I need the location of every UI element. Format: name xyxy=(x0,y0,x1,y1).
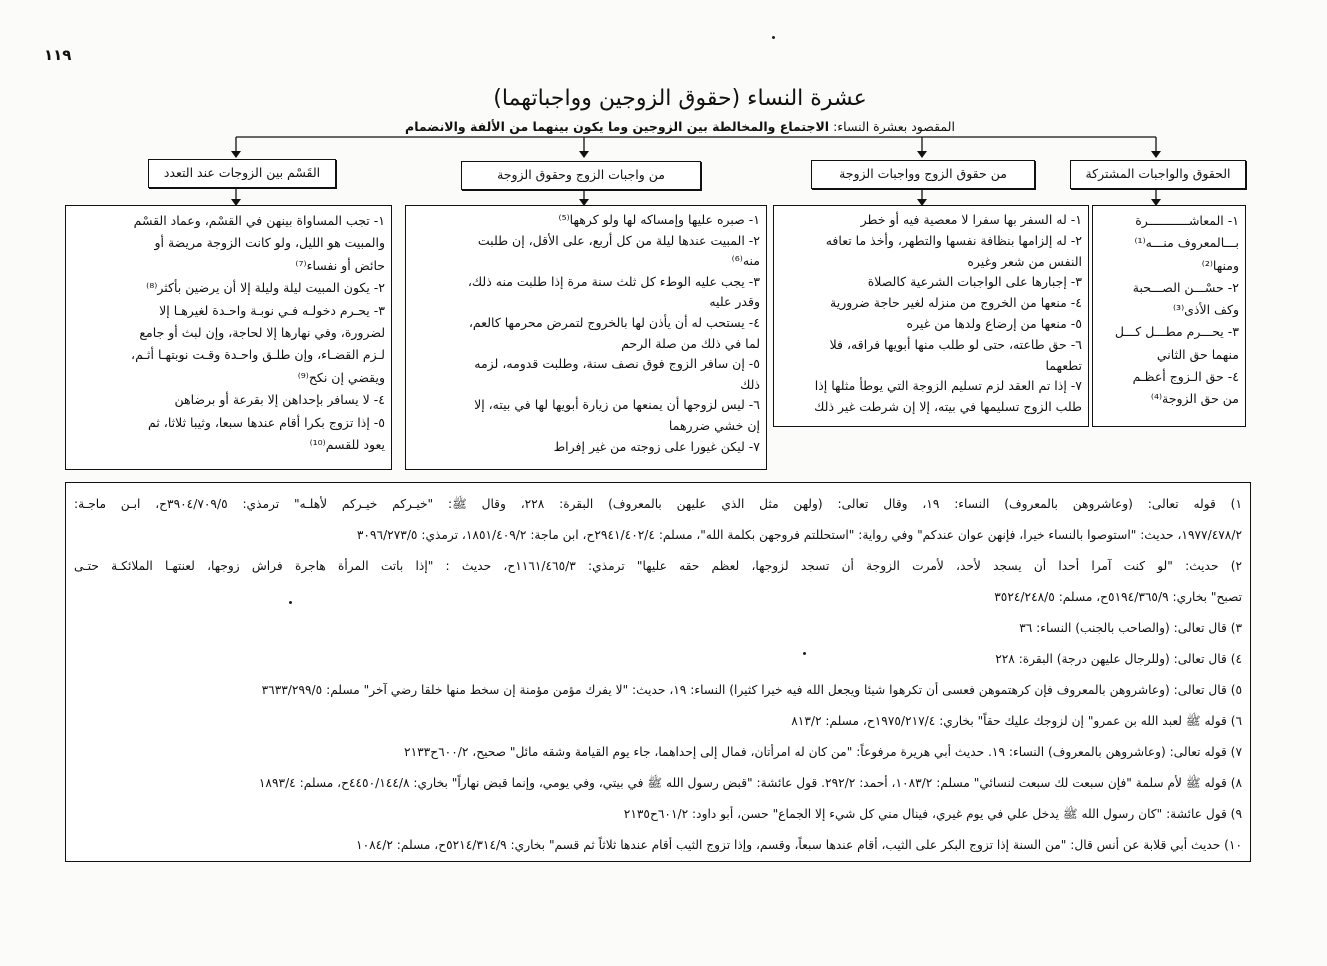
footnote: ٩) قول عائشة: "كان رسول الله ﷺ يدخل علي في يوم غيري، فينال مني كل شيء إلا الجماع" حسن، أبو داود: ٦٠١/٢ح٢١٣٥ xyxy=(623,807,1242,821)
header-shared-rights: الحقوق والواجبات المشتركة xyxy=(1070,160,1246,189)
list-item: ويقضي إن نكح⁽⁹⁾ xyxy=(297,369,385,385)
list-item: بـــالمعروف منـــه⁽¹⁾ xyxy=(1134,235,1239,251)
division-between-wives-box xyxy=(65,205,392,470)
footnote: ٧) قوله تعالى: (وعاشروهن بالمعروف) النساء: ١٩. حديث أبي هريرة مرفوعاً: "من كان له امرأتان، فمال إلى إحداهما، جاء يوم القيامة وشقه مائل" صحيح، ٦٠٠/٢ح٢١٣٣ xyxy=(404,745,1242,759)
wife-rights-box xyxy=(405,205,767,470)
list-item: ٥- إذا تزوج بكرا أقام عندها سبعا، وثيبا ثلاثا، ثم xyxy=(148,414,385,430)
list-item: ٥- منعها من إرضاع ولدها من غيره xyxy=(906,315,1082,331)
list-item: لـزم القضـاء، وإن طلـق واحـدة وقـت نوبتهـا أثـم، xyxy=(131,347,385,363)
list-item: ٣- يحـــرم مطـــل كـــل xyxy=(1114,324,1239,340)
footnote: ٦) قوله ﷺ لعبد الله بن عمرو" إن لزوجك عليك حقاً" بخاري: ١٩٧٥/٢١٧/٤ح، مسلم: ٨١٣/٢ xyxy=(791,714,1242,728)
list-item: ٦- حق طاعته، حتى لو طلب منها أبويها فراقه، فلا xyxy=(829,336,1082,352)
list-item: طلب الزوج تسليمها في بيته، إلا إن شرطت غير ذلك xyxy=(814,399,1082,415)
husband-rights-box xyxy=(773,205,1089,427)
list-item: إن خشي ضررهما xyxy=(668,417,760,433)
scan-speck xyxy=(772,36,775,39)
list-item: ٥- إن سافر الزوج فوق نصف سنة، وطلبت قدومه، لزمه xyxy=(474,356,760,372)
footnote: ١٩٧٧/٤٧٨/٢، حديث: "استوصوا بالنساء خيرا، فإنهن عوان عندكم" وفي رواية: "استحللتم فروجهن بكلمة الله"، مسلم: ٢٩٤١/٤٠٢/٤ح، ابن ماجة: ١٨٥١/٤٠٩/٢، ترمذي: ٣٠٩٦/٢٧٣/٥ xyxy=(356,528,1242,542)
list-item: ٧- ليكن غيورا على زوجته من غير إفراط xyxy=(553,438,760,454)
list-item: ١- المعاشـــــــــــرة xyxy=(1135,213,1239,228)
list-item: والمبيت هو الليل، ولو كانت الزوجة مريضة أو xyxy=(154,235,385,251)
list-item: منهما حق الثاني xyxy=(1156,346,1239,362)
list-item: منه⁽⁶⁾ xyxy=(731,253,760,269)
list-item: ١- تجب المساواة بينهن في القسْم، وعماد القسْم xyxy=(133,213,385,228)
page-title: عشرة النساء (حقوق الزوجين وواجباتهما) xyxy=(493,86,867,111)
list-item: ١- صبره عليها وإمساكه لها ولو كرهها⁽⁵⁾ xyxy=(558,212,760,227)
footnote: ٤) قال تعالى: (وللرجال عليهن درجة) البقرة: ٢٢٨ xyxy=(995,652,1242,666)
footnote: ٢) حديث: "لو كنت آمرا أحدا أن يسجد لأحد، لأمرت الزوجة أن تسجد لزوجها، لعظم حقه عليها" ترمذي: ١١٦١/٤٦٥/٣ح، حديث : "إذا باتت المرأة هاجرة فراش زوجها، لعنتهـا الملائكـة حتـى xyxy=(74,559,1242,573)
list-item: النفس من شعر وغيره xyxy=(967,253,1082,269)
list-item: ١- له السفر بها سفرا لا معصية فيه أو خطر xyxy=(860,212,1082,227)
list-item: ٤- يستحب له أن يأذن لها بالخروج لتمرض محرمها كالعم، xyxy=(468,314,760,330)
list-item: من حق الزوجة⁽⁴⁾ xyxy=(1150,391,1239,407)
footnotes-box xyxy=(65,482,1251,862)
header-wife-rights: من واجبات الزوج وحقوق الزوجة xyxy=(461,161,701,190)
list-item: ٢- المبيت عندها ليلة من كل أربع، على الأقل، إن طلبت xyxy=(477,232,760,248)
list-item: ٣- إجبارها على الواجبات الشرعية كالصلاة xyxy=(867,274,1082,290)
scan-speck xyxy=(803,652,806,655)
list-item: تطعهما xyxy=(1045,357,1082,373)
list-item: ٢- حسْـــن الصـــحبة xyxy=(1132,279,1239,295)
list-item: ٢- يكون المبيت ليلة وليلة إلا أن يرضين بأكثر⁽⁸⁾ xyxy=(146,280,385,296)
shared-rights-box xyxy=(1092,205,1246,427)
list-item: ٢- له إلزامها بنظافة نفسها والتطهر، وأخذ ما تعافه xyxy=(825,232,1082,248)
page-number: ١١٩ xyxy=(44,46,72,64)
list-item: وقدر عليه xyxy=(709,294,760,310)
footnote: ١) قوله تعالى: (وعاشروهن بالمعروف) النساء: ١٩، وقال تعالى: (ولهن مثل الذي عليهن بالمعروف) البقرة: ٢٢٨، وقال ﷺ: "خيـركم خيـركم لأهلـه" ترمذي: ٣٩٠٤/٧٠٩/٥ح، ابـن ماجـة: xyxy=(74,497,1242,511)
list-item: لضرورة، وفي نهارها إلا لحاجة، وإن لبث أو جامع xyxy=(139,325,385,341)
list-item: ٤- منعها من الخروج من منزله لغير حاجة ضرورية xyxy=(830,295,1082,311)
footnote: ٥) قال تعالى: (وعاشروهن بالمعروف فإن كرهتموهن فعسى أن تكرهوا شيئا ويجعل الله فيه خيرا كثيرا) النساء: ١٩، حديث: "لا يفرك مؤمن مؤمنة إن سخط منها خلقا رضي آخر" مسلم: ٣٦٣٣/٢٩٩/٥ xyxy=(261,683,1242,697)
list-item: يعود للقسم⁽¹⁰⁾ xyxy=(309,437,385,453)
list-item: ٤- حق الـزوج أعظـم xyxy=(1132,369,1239,385)
footnote: ٨) قوله ﷺ لأم سلمة "فإن سبعت لك سبعت لنسائي" مسلم: ١٠٨٣/٢، أحمد: ٢٩٢/٢. قول عائشة: "قبض رسول الله ﷺ في بيتي، وفي يومي، وإنما قبض نهاراً" بخاري: ٤٤٥٠/١٤٤/٨ح، مسلم: ١٨٩٣/٤ xyxy=(258,776,1242,790)
list-item: ومنها⁽²⁾ xyxy=(1201,257,1239,273)
list-item: وكف الأذى⁽³⁾ xyxy=(1172,302,1239,318)
list-item: ٦- ليس لزوجها أن يمنعها من زيارة أبويها لها في بيته، إلا xyxy=(474,397,760,413)
list-item: ٧- إذا تم العقد لزم تسليم الزوجة التي يوطأ مثلها إذا xyxy=(814,378,1082,394)
list-item: لما في ذلك من صلة الرحم xyxy=(621,335,760,351)
list-item: ٣- يجب عليه الوطء كل ثلث سنة مرة إذا طلبت منه ذلك، xyxy=(467,273,760,289)
footnote: تصبح" بخاري: ٥١٩٤/٣٦٥/٩ح، مسلم: ٣٥٢٤/٢٤٨/٥ xyxy=(994,590,1242,604)
footnote: ٣) قال تعالى: (والصاحب بالجنب) النساء: ٣٦ xyxy=(1019,621,1242,635)
list-item: حائض أو نفساء⁽⁷⁾ xyxy=(295,257,385,273)
footnote: ١٠) حديث أبي قلابة عن أنس قال: "من السنة إذا تزوج البكر على الثيب، أقام عندها سبعاً، وقسم، وإذا تزوج الثيب أقام عندها ثلاثاً ثم قسم" بخاري: ٥٢١٤/٣١٤/٩ح، مسلم: ١٠٨٤/٢ xyxy=(356,838,1242,852)
subtitle-prefix: المقصود بعشرة النساء: xyxy=(829,119,955,134)
header-husband-rights: من حقوق الزوج وواجبات الزوجة xyxy=(811,160,1035,189)
list-item: ذلك xyxy=(740,376,760,392)
list-item: ٤- لا يسافر بإحداهن إلا بقرعة أو برضاهن xyxy=(174,392,385,408)
list-item: ٣- يحـرم دخولـه فـي نوبـة واحـدة لغيرهـا إلا xyxy=(159,302,385,318)
scan-speck xyxy=(289,601,292,604)
header-division-between-wives: القَسْم بين الزوجات عند التعدد xyxy=(148,159,336,188)
subtitle-definition: الاجتماع والمخالطة بين الزوجين وما يكون بينهما من الألفة والانضمام xyxy=(405,119,830,134)
